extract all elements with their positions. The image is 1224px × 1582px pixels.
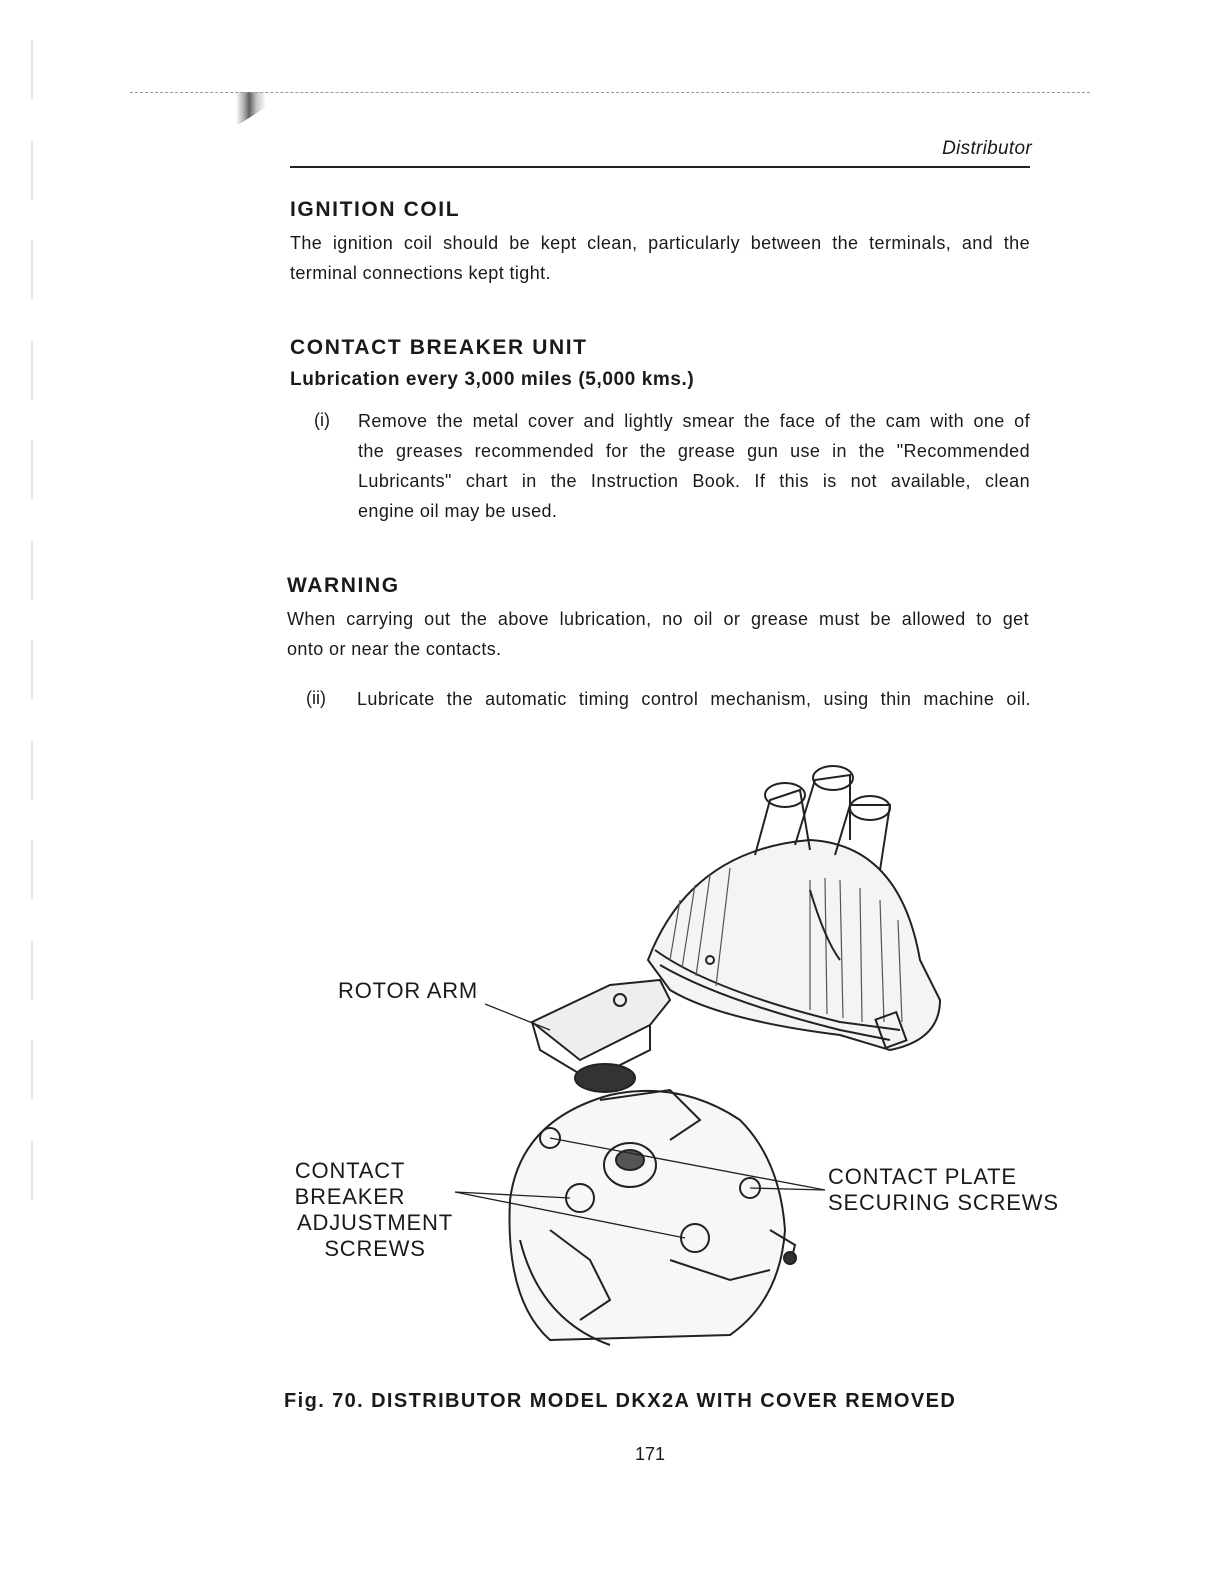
cp-label-line-2: SECURING SCREWS [828,1190,1059,1215]
distributor-cover-drawing [648,766,940,1050]
contact-breaker-heading: CONTACT BREAKER UNIT [290,336,588,359]
top-rule [130,92,1090,94]
distributor-body-drawing [510,1090,797,1345]
lubrication-subheading: Lubrication every 3,000 miles (5,000 kms.) [290,369,695,390]
rotor-arm-label: ROTOR ARM [338,978,479,1003]
running-header: Distributor [942,138,1032,159]
ignition-coil-paragraph [290,228,1030,288]
page-number: 171 [634,1444,666,1464]
cb-label-line-3: ADJUSTMENT SCREWS [297,1210,453,1261]
distributor-illustration [250,760,1070,1380]
item-i-paragraph [358,406,1030,526]
cp-label-line-1: CONTACT PLATE [828,1164,1017,1189]
warning-heading: WARNING [287,574,400,597]
item-ii-text: Lubricate the automatic timing control mechanism, using thin machine oil. [357,689,1031,709]
item-i-line-3: Lubricants" chart in the Instruction Book. If this is not available, clean [358,471,1030,491]
warning-paragraph [287,604,1029,664]
warning-line-2: onto or near the contacts. [287,639,502,659]
item-ii-number: (ii) [306,688,326,708]
cb-label-line-1: CONTACT [294,1158,406,1183]
ignition-coil-line-1: The ignition coil should be kept clean, particularly between the terminals, and the [290,233,1030,253]
warning-line-1: When carrying out the above lubrication, no oil or grease must be allowed to get [287,609,1029,629]
item-i-line-2: the greases recommended for the grease gun use in the "Recommended [358,441,1030,461]
rotor-arm-drawing [532,980,670,1092]
item-i-line-1: Remove the metal cover and lightly smear the face of the cam with one of [358,411,1030,431]
header-rule [290,166,1030,168]
cb-label-line-2: BREAKER [294,1184,406,1209]
item-ii-paragraph [357,684,1031,714]
ignition-coil-line-2: terminal connections kept tight. [290,263,551,283]
contact-breaker-adjustment-label [255,1158,495,1262]
ignition-coil-heading: IGNITION COIL [290,198,461,221]
item-i-number: (i) [314,410,330,430]
contact-plate-label [828,1164,1059,1216]
figure-caption: Fig. 70. DISTRIBUTOR MODEL DKX2A WITH COVER REMOVED [284,1390,957,1412]
item-i-line-4: engine oil may be used. [358,501,558,521]
